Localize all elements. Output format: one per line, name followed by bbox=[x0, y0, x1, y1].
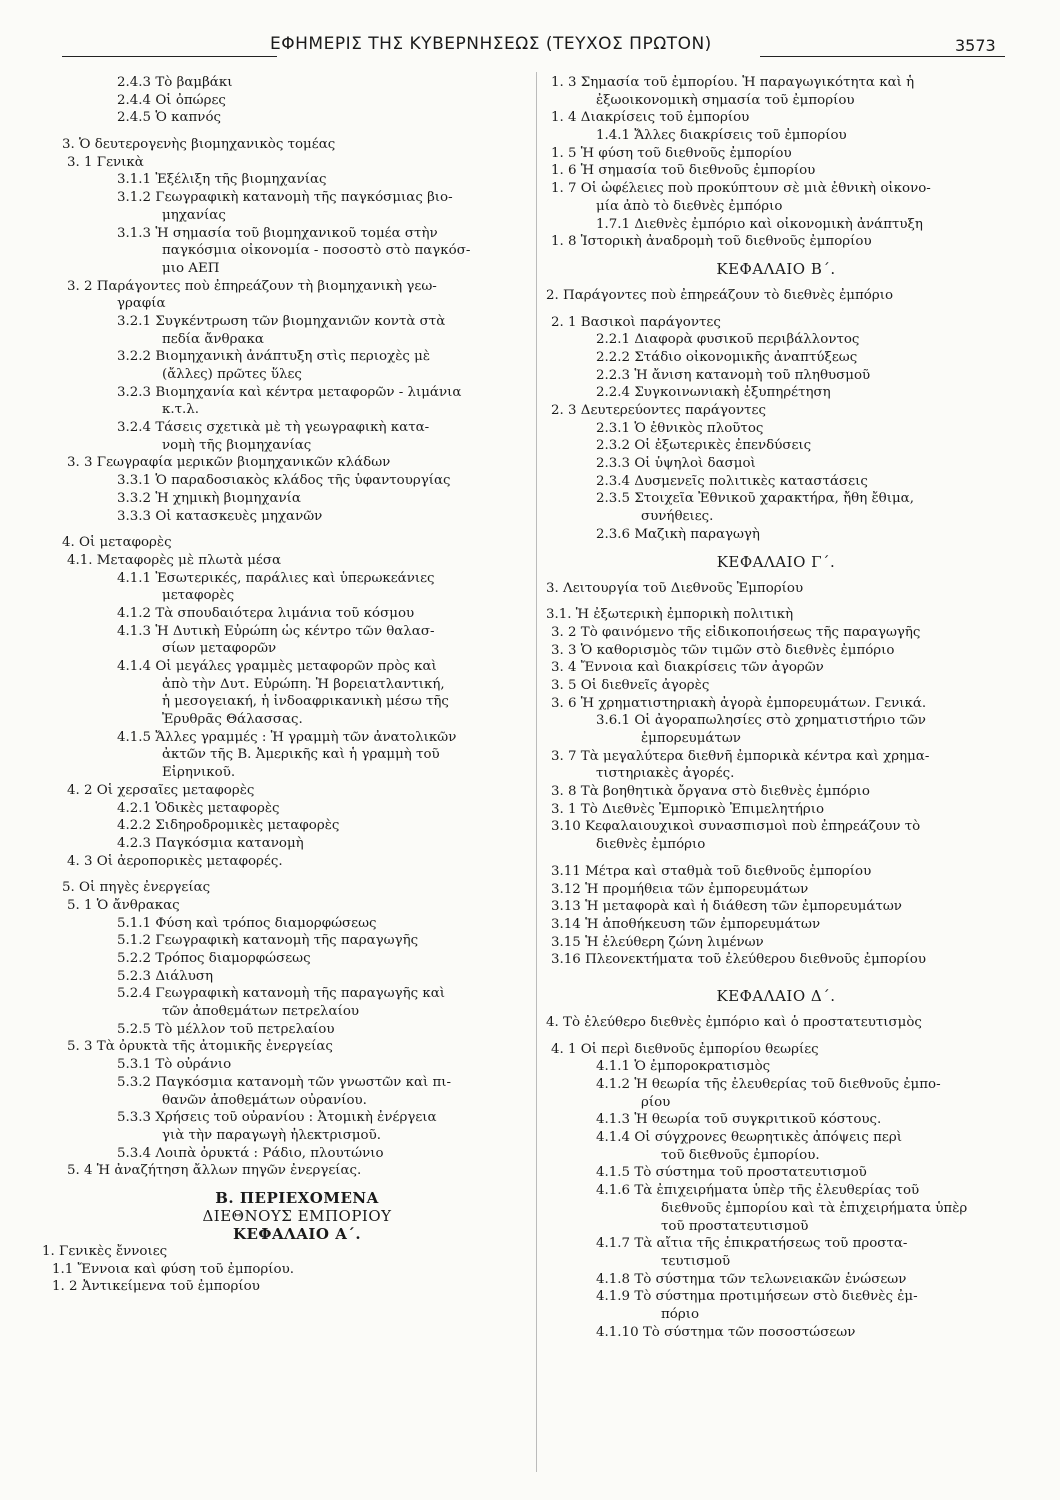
spacer bbox=[546, 1032, 1006, 1041]
toc-entry: 2.2.1 Διαφορὰ φυσικοῦ περιβάλλοντος bbox=[596, 332, 860, 348]
toc-entry: 5.2.3 Διάλυση bbox=[117, 968, 214, 984]
spacer bbox=[62, 525, 532, 534]
toc-entry: 4.1.1 Ἐσωτερικές, παράλιες καὶ ὑπερωκεάνιες bbox=[117, 570, 435, 586]
toc-entry: ρίου bbox=[641, 1094, 671, 1110]
toc-entry: 4.1.3 Ἡ θεωρία τοῦ συγκριτικοῦ κόστους. bbox=[596, 1112, 882, 1128]
toc-entry: 2.2.4 Συγκοινωνιακὴ ἐξυπηρέτηση bbox=[596, 385, 831, 401]
toc-entry: μιο ΑΕΠ bbox=[162, 260, 220, 276]
toc-entry: 2. 3 Δευτερεύοντες παράγοντες bbox=[551, 403, 766, 418]
toc-entry: 3.2.4 Τάσεις σχετικὰ μὲ τὴ γεωγραφικὴ κατα- bbox=[117, 420, 430, 436]
toc-entry: 4.1.5 Τὸ σύστημα τοῦ προστατευτισμοῦ bbox=[596, 1165, 867, 1181]
toc-entry: 3.1.2 Γεωγραφικὴ κατανομὴ τῆς παγκόσμιας βιο- bbox=[117, 190, 453, 206]
toc-entry: 3.11 Μέτρα καὶ σταθμὰ τοῦ διεθνοῦς ἐμπορίου bbox=[551, 863, 872, 879]
toc-entry: τιστηριακὲς ἀγορές. bbox=[596, 766, 735, 782]
column-divider bbox=[536, 72, 537, 1472]
toc-entry: 4.1.4 Οἱ σύγχρονες θεωρητικὲς ἀπόψεις περὶ bbox=[596, 1130, 902, 1146]
toc-entry: 2.2.3 Ἡ ἄνιση κατανομὴ τοῦ πληθυσμοῦ bbox=[596, 367, 871, 383]
toc-entry: 4.1.4 Οἱ μεγάλες γραμμὲς μεταφορῶν πρὸς καὶ bbox=[117, 659, 437, 674]
toc-entry: νομὴ τῆς βιομηχανίας bbox=[162, 437, 312, 453]
toc-entry: 3. 3 Ὁ καθορισμὸς τῶν τιμῶν στὸ διεθνὲς ἐμπόριο bbox=[551, 642, 895, 658]
toc-entry: 3.2.3 Βιομηχανία καὶ κέντρα μεταφορῶν - λιμάνια bbox=[117, 384, 462, 400]
toc-entry: 1. Γενικὲς ἔννοιες bbox=[42, 1243, 168, 1259]
toc-entry: 3. 3 Γεωγραφία μερικῶν βιομηχανικῶν κλάδων bbox=[67, 455, 391, 471]
toc-entry: μία ἀπὸ τὸ διεθνὲς ἐμπόριο bbox=[596, 198, 783, 214]
section-heading: ΚΕΦΑΛΑΙΟ Α΄. bbox=[232, 1224, 362, 1243]
toc-entry: 1. 4 Διακρίσεις τοῦ ἐμπορίου bbox=[551, 110, 750, 126]
toc-entry: 3.2.1 Συγκέντρωση τῶν βιομηχανιῶν κοντὰ στὰ bbox=[117, 313, 446, 329]
toc-entry: 3.15 Ἡ ἐλεύθερη ζώνη λιμένων bbox=[551, 934, 764, 950]
toc-entry: ἡ μεσογειακή, ἡ ἰνδοαφρικανικὴ μέσω τῆς bbox=[162, 694, 449, 710]
toc-entry: 4.2.1 Ὁδικὲς μεταφορὲς bbox=[117, 800, 280, 816]
toc-entry: 5.1.2 Γεωγραφικὴ κατανομὴ τῆς παραγωγῆς bbox=[117, 933, 419, 949]
toc-entry: τοῦ προστατευτισμοῦ bbox=[661, 1218, 809, 1234]
spacer bbox=[62, 127, 532, 136]
spacer bbox=[546, 544, 1006, 553]
toc-entry: 3.3.3 Οἱ κατασκευὲς μηχανῶν bbox=[117, 508, 323, 524]
toc-entry: σίων μεταφορῶν bbox=[162, 641, 277, 657]
toc-entry: 4.1.9 Τὸ σύστημα προτιμήσεων στὸ διεθνὲς ἐμ- bbox=[596, 1289, 918, 1305]
toc-entry: τοῦ διεθνοῦς ἐμπορίου. bbox=[661, 1147, 820, 1163]
section-heading: ΔΙΕΘΝΟΥΣ ΕΜΠΟΡΙΟΥ bbox=[202, 1206, 392, 1225]
toc-entry: 4.2.2 Σιδηροδρομικὲς μεταφορὲς bbox=[117, 818, 340, 834]
toc-entry: Εἰρηνικοῦ. bbox=[162, 765, 236, 781]
spacer bbox=[62, 1180, 532, 1189]
toc-entry: θανῶν ἀποθεμάτων οὐρανίου. bbox=[162, 1092, 367, 1108]
toc-entry: 5. Οἱ πηγὲς ἐνεργείας bbox=[62, 880, 211, 896]
toc-entry: 3. 8 Τὰ βοηθητικὰ ὄργανα στὸ διεθνὲς ἐμπόριο bbox=[551, 784, 870, 800]
toc-entry: 1.4.1 Ἄλλες διακρίσεις τοῦ ἐμπορίου bbox=[596, 128, 847, 144]
header-rule-right bbox=[760, 56, 1005, 57]
toc-entry: κ.τ.λ. bbox=[162, 402, 200, 418]
toc-entry: 4. Τὸ ἐλεύθερο διεθνὲς ἐμπόριο καὶ ὁ προστατευτισμὸς bbox=[546, 1014, 922, 1030]
toc-entry: 3. 5 Οἱ διεθνεῖς ἀγορὲς bbox=[551, 677, 710, 693]
toc-entry: 4. 3 Οἱ ἀεροπορικὲς μεταφορές. bbox=[67, 853, 283, 869]
toc-entry: 3. 1 Τὸ Διεθνὲς Ἐμπορικὸ Ἐπιμελητήριο bbox=[551, 801, 825, 817]
toc-entry: 4.1.7 Τὰ αἴτια τῆς ἐπικρατήσεως τοῦ προστα- bbox=[596, 1236, 908, 1252]
toc-entry: 3.13 Ἡ μεταφορὰ καὶ ἡ διάθεση τῶν ἐμπορευμάτων bbox=[551, 899, 902, 915]
toc-entry: 5.2.4 Γεωγραφικὴ κατανομὴ τῆς παραγωγῆς καὶ bbox=[117, 986, 446, 1002]
toc-entry: 4. Οἱ μεταφορὲς bbox=[62, 535, 172, 551]
toc-entry: 3.14 Ἡ ἀποθήκευση τῶν ἐμπορευμάτων bbox=[551, 916, 821, 932]
toc-entry: 1. 3 Σημασία τοῦ ἐμπορίου. Ἡ παραγωγικότητα καὶ ἡ bbox=[551, 75, 915, 90]
toc-entry: 5.3.4 Λοιπὰ ὀρυκτά : Ράδιο, πλουτώνιο bbox=[117, 1145, 384, 1161]
toc-entry: 1. 5 Ἡ φύση τοῦ διεθνοῦς ἐμπορίου bbox=[551, 145, 792, 161]
toc-entry: 5. 3 Τὰ ὀρυκτὰ τῆς ἀτομικῆς ἐνεργείας bbox=[67, 1039, 333, 1055]
toc-entry: τῶν ἀποθεμάτων πετρελαίου bbox=[162, 1004, 360, 1020]
spacer bbox=[546, 305, 1006, 314]
toc-entry: 2.3.3 Οἱ ὑψηλοὶ δασμοὶ bbox=[596, 456, 756, 472]
page-header-title: ΕΦΗΜΕΡΙΣ ΤΗΣ ΚΥΒΕΡΝΗΣΕΩΣ (ΤΕΥΧΟΣ ΠΡΩΤΟΝ) bbox=[270, 34, 712, 54]
toc-entry: 4.1.6 Τὰ ἐπιχειρήματα ὑπὲρ τῆς ἐλευθερίας τοῦ bbox=[596, 1183, 920, 1199]
toc-entry: 1. 8 Ἱστορικὴ ἀναδρομὴ τοῦ διεθνοῦς ἐμπορίου bbox=[551, 234, 872, 250]
toc-entry: 2.4.5 Ὁ καπνός bbox=[117, 110, 222, 126]
toc-entry: 2.3.5 Στοιχεῖα Ἐθνικοῦ χαρακτήρα, ἤθη ἔθιμα, bbox=[596, 491, 914, 507]
spacer bbox=[546, 978, 1006, 987]
toc-entry: 2.4.4 Οἱ ὀπώρες bbox=[117, 92, 226, 108]
toc-entry: 5.3.1 Τὸ οὐράνιο bbox=[117, 1057, 232, 1073]
spacer bbox=[546, 571, 1006, 580]
toc-entry: 5. 4 Ἡ ἀναζήτηση ἄλλων πηγῶν ἐνεργείας. bbox=[67, 1163, 362, 1179]
section-heading: ΚΕΦΑΛΑΙΟ Δ΄. bbox=[716, 986, 836, 1005]
toc-entry: 3.12 Ἡ προμήθεια τῶν ἐμπορευμάτων bbox=[551, 881, 809, 897]
toc-entry: 4.2.3 Παγκόσμια κατανομὴ bbox=[117, 835, 304, 851]
spacer bbox=[62, 870, 532, 879]
toc-entry: 3.1. Ἡ ἐξωτερικὴ ἐμπορικὴ πολιτικὴ bbox=[546, 607, 794, 623]
spacer bbox=[546, 854, 1006, 863]
left-column bbox=[42, 74, 532, 1296]
toc-entry: 3. 7 Τὰ μεγαλύτερα διεθνῆ ἐμπορικὰ κέντρα καὶ χρημα- bbox=[551, 748, 930, 764]
toc-entry: 3. 2 Τὸ φαινόμενο τῆς εἰδικοποιήσεως τῆς παραγωγῆς bbox=[551, 624, 921, 640]
toc-entry: 3.10 Κεφαλαιουχικοὶ συνασπισμοὶ ποὺ ἐπηρεάζουν τὸ bbox=[551, 819, 921, 835]
toc-entry: 3.1.3 Ἡ σημασία τοῦ βιομηχανικοῦ τομέα στὴν bbox=[117, 225, 438, 241]
spacer bbox=[546, 969, 1006, 978]
toc-entry: πόριο bbox=[661, 1306, 700, 1322]
toc-entry: ἀπὸ τὴν Δυτ. Εὐρώπη. Ἡ βορειατλαντική, bbox=[162, 676, 445, 692]
toc-entry: 4. 2 Οἱ χερσαῖες μεταφορὲς bbox=[67, 782, 255, 798]
toc-entry: 4. 1 Οἱ περὶ διεθνοῦς ἐμπορίου θεωρίες bbox=[551, 1041, 819, 1057]
toc-entry: τευτισμοῦ bbox=[661, 1253, 731, 1269]
toc-entry: 2. Παράγοντες ποὺ ἐπηρεάζουν τὸ διεθνὲς ἐμπόριο bbox=[546, 287, 894, 303]
toc-entry: μεταφορὲς bbox=[162, 588, 235, 604]
toc-entry: 3. 6 Ἡ χρηματιστηριακὴ ἀγορὰ ἐμπορευμάτων. Γενικά. bbox=[551, 695, 927, 711]
toc-entry: 1. 7 Οἱ ὠφέλειες ποὺ προκύπτουν σὲ μιὰ ἐθνικὴ οἰκονο- bbox=[551, 181, 931, 197]
toc-entry: 4.1.3 Ἡ Δυτικὴ Εὐρώπη ὡς κέντρο τῶν θαλασ- bbox=[117, 623, 435, 639]
toc-entry: 3.6.1 Οἱ ἀγοραπωλησίες στὸ χρηματιστήριο τῶν bbox=[596, 713, 926, 729]
toc-entry: 3. 4 Ἔννοια καὶ διακρίσεις τῶν ἀγορῶν bbox=[551, 660, 824, 676]
toc-entry: 3.3.1 Ὁ παραδοσιακὸς κλάδος τῆς ὑφαντουργίας bbox=[117, 473, 451, 489]
section-heading: ΚΕΦΑΛΑΙΟ Β΄. bbox=[716, 259, 836, 278]
toc-entry: γιὰ τὴν παραγωγὴ ἠλεκτρισμοῦ. bbox=[162, 1127, 381, 1143]
toc-entry: 2. 1 Βασικοὶ παράγοντες bbox=[551, 314, 721, 330]
toc-entry: 4.1.2 Τὰ σπουδαιότερα λιμάνια τοῦ κόσμου bbox=[117, 605, 415, 621]
toc-entry: 5.2.2 Τρόπος διαμορφώσεως bbox=[117, 951, 311, 966]
toc-entry: 3.1.1 Ἐξέλιξη τῆς βιομηχανίας bbox=[117, 172, 327, 188]
toc-entry: 1.7.1 Διεθνὲς ἐμπόριο καὶ οἰκονομικὴ ἀνάπτυξη bbox=[596, 216, 923, 232]
toc-entry: 5.1.1 Φύση καὶ τρόπος διαμορφώσεως bbox=[117, 915, 377, 931]
toc-entry: 3. 1 Γενικὰ bbox=[67, 154, 144, 170]
toc-entry: γραφία bbox=[117, 296, 166, 312]
spacer bbox=[546, 1005, 1006, 1014]
section-heading: ΚΕΦΑΛΑΙΟ Γ΄. bbox=[716, 552, 836, 571]
toc-entry: 3.3.2 Ἡ χημικὴ βιομηχανία bbox=[117, 490, 301, 506]
toc-entry: 2.4.3 Τὸ βαμβάκι bbox=[117, 75, 233, 90]
toc-entry: 2.2.2 Στάδιο οἰκονομικῆς ἀναπτύξεως bbox=[596, 349, 858, 365]
spacer bbox=[546, 278, 1006, 287]
toc-entry: 4.1.2 Ἡ θεωρία τῆς ἐλευθερίας τοῦ διεθνοῦς ἐμπο- bbox=[596, 1077, 941, 1092]
toc-entry: 3.2.2 Βιομηχανικὴ ἀνάπτυξη στὶς περιοχὲς μὲ bbox=[117, 349, 431, 365]
toc-entry: 4.1.5 Ἄλλες γραμμές : Ἡ γραμμὴ τῶν ἀνατολικῶν bbox=[117, 729, 457, 745]
toc-entry: 4.1. Μεταφορὲς μὲ πλωτὰ μέσα bbox=[67, 552, 282, 568]
toc-entry: 5.3.3 Χρήσεις τοῦ οὐρανίου : Ἀτομικὴ ἐνέργεια bbox=[117, 1110, 437, 1126]
toc-entry: 4.1.1 Ὁ ἐμποροκρατισμὸς bbox=[596, 1059, 771, 1075]
toc-entry: 3.16 Πλεονεκτήματα τοῦ ἐλεύθερου διεθνοῦς ἐμπορίου bbox=[551, 952, 926, 968]
toc-entry: 1. 2 Ἀντικείμενα τοῦ ἐμπορίου bbox=[52, 1279, 260, 1295]
toc-entry: μηχανίας bbox=[162, 207, 226, 223]
toc-entry: 2.3.1 Ὁ ἐθνικὸς πλοῦτος bbox=[596, 420, 764, 436]
right-column bbox=[546, 74, 1006, 1341]
toc-entry: ἐμπορευμάτων bbox=[641, 731, 741, 746]
page-number: 3573 bbox=[955, 36, 996, 55]
toc-entry: 5. 1 Ὁ ἄνθρακας bbox=[67, 897, 180, 913]
toc-entry: 5.2.5 Τὸ μέλλον τοῦ πετρελαίου bbox=[117, 1021, 335, 1037]
toc-entry: συνήθειες. bbox=[641, 509, 714, 525]
toc-entry: 4.1.10 Τὸ σύστημα τῶν ποσοστώσεων bbox=[596, 1324, 856, 1340]
toc-entry: (ἄλλες) πρῶτες ὕλες bbox=[162, 367, 302, 382]
toc-entry: 4.1.8 Τὸ σύστημα τῶν τελωνειακῶν ἑνώσεων bbox=[596, 1271, 907, 1287]
toc-entry: 1.1 Ἔννοια καὶ φύση τοῦ ἐμπορίου. bbox=[52, 1261, 294, 1277]
toc-entry: διεθνὲς ἐμπόριο bbox=[596, 837, 706, 853]
toc-entry: 2.3.4 Δυσμενεῖς πολιτικὲς καταστάσεις bbox=[596, 473, 868, 489]
spacer bbox=[546, 597, 1006, 606]
spacer bbox=[546, 251, 1006, 260]
toc-entry: 1. 6 Ἡ σημασία τοῦ διεθνοῦς ἐμπορίου bbox=[551, 163, 816, 179]
header-rule-left bbox=[62, 56, 277, 57]
toc-entry: 3. Λειτουργία τοῦ Διεθνοῦς Ἐμπορίου bbox=[546, 580, 804, 596]
toc-entry: 2.3.6 Μαζικὴ παραγωγὴ bbox=[596, 526, 760, 542]
toc-entry: Ἐρυθρᾶς Θάλασσας. bbox=[162, 712, 303, 728]
toc-entry: διεθνοῦς ἐμπορίου καὶ τὰ ἐπιχειρήματα ὑπὲρ bbox=[661, 1200, 968, 1216]
toc-entry: ἀκτῶν τῆς Β. Ἀμερικῆς καὶ ἡ γραμμὴ τοῦ bbox=[162, 747, 440, 763]
toc-entry: 3. 2 Παράγοντες ποὺ ἐπηρεάζουν τὴ βιομηχανικὴ γεω- bbox=[67, 278, 437, 294]
toc-entry: ἐξωοικονομικὴ σημασία τοῦ ἐμπορίου bbox=[596, 92, 855, 108]
toc-entry: παγκόσμια οἰκονομία - ποσοστὸ στὸ παγκόσ- bbox=[162, 243, 471, 259]
toc-entry: 5.3.2 Παγκόσμια κατανομὴ τῶν γνωστῶν καὶ πι- bbox=[117, 1074, 452, 1090]
toc-entry: 2.3.2 Οἱ ἐξωτερικὲς ἐπενδύσεις bbox=[596, 438, 812, 454]
toc-entry: πεδία ἄνθρακα bbox=[162, 331, 264, 347]
toc-entry: 3. Ὁ δευτερογενὴς βιομηχανικὸς τομέας bbox=[62, 137, 336, 153]
section-heading: Β. ΠΕΡΙΕΧΟΜΕΝΑ bbox=[215, 1188, 379, 1207]
